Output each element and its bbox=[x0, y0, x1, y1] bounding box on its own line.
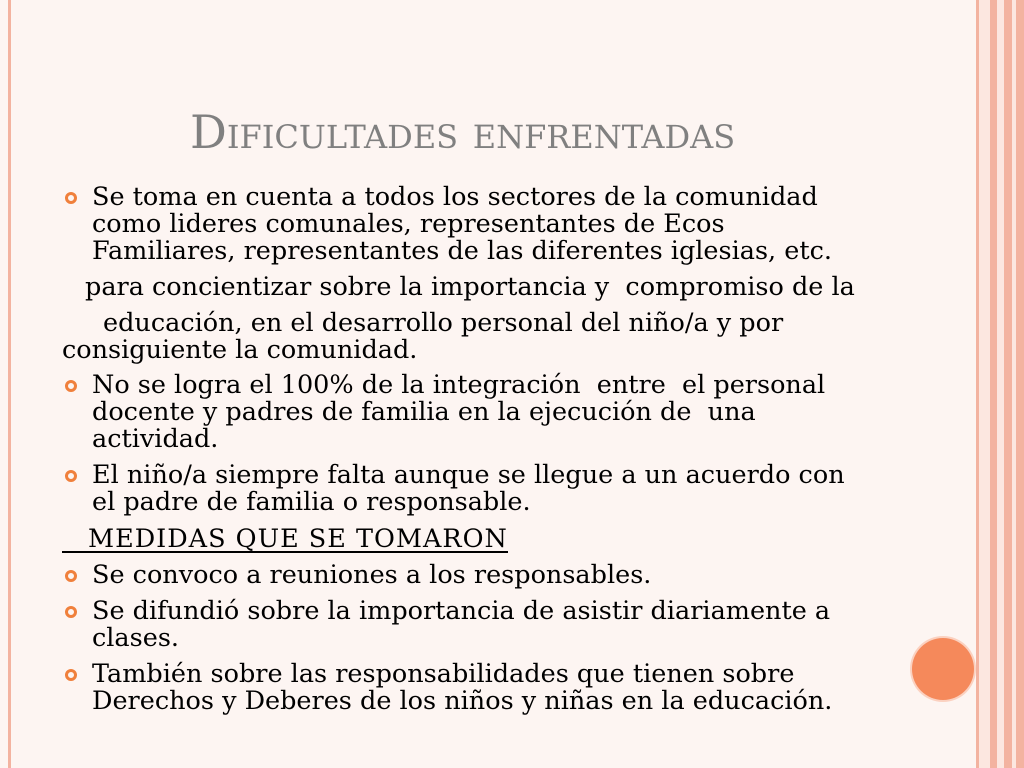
bullet-paragraph bbox=[92, 661, 832, 715]
text-line: Se convoco a reuniones a los responsables. bbox=[92, 560, 652, 590]
text-line: Se difundió sobre la importancia de asistir diariamente a bbox=[92, 596, 831, 626]
left-border-line bbox=[8, 0, 11, 768]
right-border-stripe bbox=[990, 0, 997, 768]
bullet-paragraph bbox=[92, 562, 651, 589]
text-line: Se toma en cuenta a todos los sectores de la comunidad bbox=[92, 182, 818, 212]
section-heading: MEDIDAS QUE SE TOMARON bbox=[62, 526, 508, 553]
text-line: el padre de familia o responsable. bbox=[92, 487, 531, 517]
bullet-icon bbox=[64, 605, 78, 619]
text-line: como lideres comunales, representantes de Ecos bbox=[92, 209, 725, 239]
text-line: actividad. bbox=[92, 424, 219, 454]
right-border-stripe bbox=[1004, 0, 1012, 768]
bullet-icon bbox=[64, 569, 78, 583]
bullet-icon bbox=[64, 469, 78, 483]
right-border-stripe bbox=[997, 0, 1004, 768]
bullet-icon bbox=[64, 668, 78, 682]
text-line: educación, en el desarrollo personal del niño/a y por bbox=[103, 308, 784, 338]
text-line: clases. bbox=[92, 623, 180, 653]
paragraph bbox=[85, 274, 855, 301]
text-line: El niño/a siempre falta aunque se llegue a un acuerdo con bbox=[92, 460, 845, 490]
text-line: docente y padres de familia en la ejecución de una bbox=[92, 397, 756, 427]
slide-title: Dificultades enfrentadas bbox=[190, 105, 736, 159]
text-line: Familiares, representantes de las diferentes iglesias, etc. bbox=[92, 236, 832, 266]
text-line: consiguiente la comunidad. bbox=[62, 335, 418, 365]
right-border-stripe bbox=[1016, 0, 1024, 768]
bullet-paragraph bbox=[92, 184, 832, 265]
orange-circle-decoration bbox=[912, 638, 974, 700]
bullet-paragraph bbox=[92, 598, 830, 652]
bullet-icon bbox=[64, 379, 78, 393]
bullet-paragraph bbox=[92, 462, 845, 516]
paragraph bbox=[62, 310, 783, 364]
text-line: No se logra el 100% de la integración entre el personal bbox=[92, 370, 826, 400]
right-border-stripe bbox=[979, 0, 990, 768]
text-line: También sobre las responsabilidades que tienen sobre bbox=[92, 659, 795, 689]
bullet-paragraph bbox=[92, 372, 825, 453]
text-line: para concientizar sobre la importancia y compromiso de la bbox=[85, 272, 855, 302]
text-line: Derechos y Deberes de los niños y niñas en la educación. bbox=[92, 686, 833, 716]
bullet-icon bbox=[64, 191, 78, 205]
